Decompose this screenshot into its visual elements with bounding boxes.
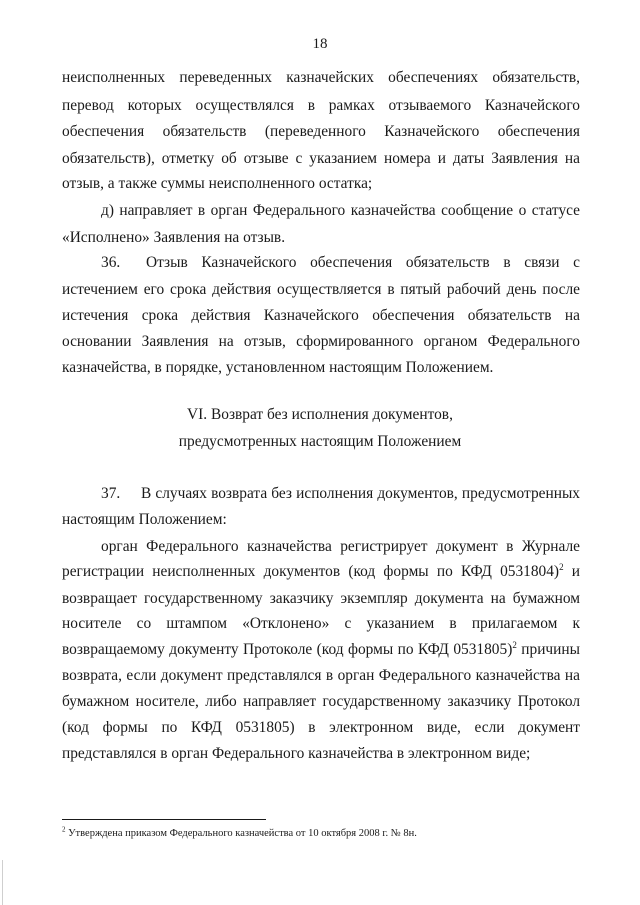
- text-line: настоящим Положением:: [62, 511, 227, 528]
- page-number: 18: [312, 36, 328, 52]
- text-line: неисполненных переведенных казначейских обеспечениях обязательств,: [62, 69, 580, 86]
- text-line: основании Заявления на отзыв, сформированного органом Федерального: [62, 333, 580, 350]
- text-line: обеспечения обязательств (переведенного Казначейского обеспечения: [62, 123, 580, 140]
- text-line: бумажном носителе, либо направляет государственному заказчику Протокол: [62, 693, 580, 710]
- text-line: истечением его срока действия осуществляется в пятый рабочий день после: [62, 281, 580, 298]
- text-line: обязательств), отметку об отзыве с указанием номера и даты Заявления на: [62, 150, 580, 167]
- section-heading-line2: предусмотренных настоящим Положением: [178, 433, 462, 450]
- text-line: перевод которых осуществлялся в рамках отзываемого Казначейского: [62, 97, 580, 114]
- text-line: возврата, если документ представлялся в орган Федерального казначейства на: [62, 667, 580, 684]
- footnote-ref: 2: [512, 640, 517, 650]
- paragraph-number-37: 37.: [101, 485, 121, 502]
- text-line: Отзыв Казначейского обеспечения обязательств в связи с: [146, 254, 580, 271]
- text-line: (код формы по КФД 0531805) в электронном виде, если документ: [62, 719, 580, 736]
- text-line: возвращает государственному заказчику экземпляр документа на бумажном: [62, 590, 580, 607]
- list-item-d: д) направляет в орган Федерального казначейства сообщение о статусе: [101, 202, 580, 219]
- text-line: казначейства, в порядке, установленном настоящим Положением.: [62, 359, 494, 376]
- text-line: носителе со штампом «Отклонено» с указанием в прилагаемом к: [62, 615, 580, 632]
- footnote-divider: [62, 819, 266, 820]
- text-line: «Исполнено» Заявления на отзыв.: [62, 229, 286, 246]
- footnote-ref: 2: [559, 562, 564, 572]
- text-line: В случаях возврата без исполнения документов, предусмотренных: [141, 485, 580, 502]
- footnote-text: Утверждена приказом Федерального казначейства от 10 октября 2008 г. № 8н.: [65, 828, 417, 839]
- text-line: истечения срока действия Казначейского обеспечения обязательств на: [62, 307, 580, 324]
- paragraph-number-36: 36.: [101, 254, 121, 271]
- text-line: отзыв, а также суммы неисполненного остатка;: [62, 175, 373, 192]
- section-heading-line1: VI. Возврат без исполнения документов,: [187, 406, 453, 423]
- text-line: возвращаемому документу Протоколе (код формы по КФД 0531805)$^2$ причины: [62, 640, 580, 658]
- text-line: орган Федерального казначейства регистрирует документ в Журнале: [101, 538, 580, 555]
- text-line: регистрации неисполненных документов (код формы по КФД 0531804)$^2$ и: [62, 562, 580, 580]
- text-line: представлялся в орган Федерального казначейства в электронном виде;: [62, 745, 531, 762]
- scan-edge-line: [2, 860, 3, 905]
- footnote-marker: 2: [62, 825, 66, 834]
- footnote: [62, 827, 582, 841]
